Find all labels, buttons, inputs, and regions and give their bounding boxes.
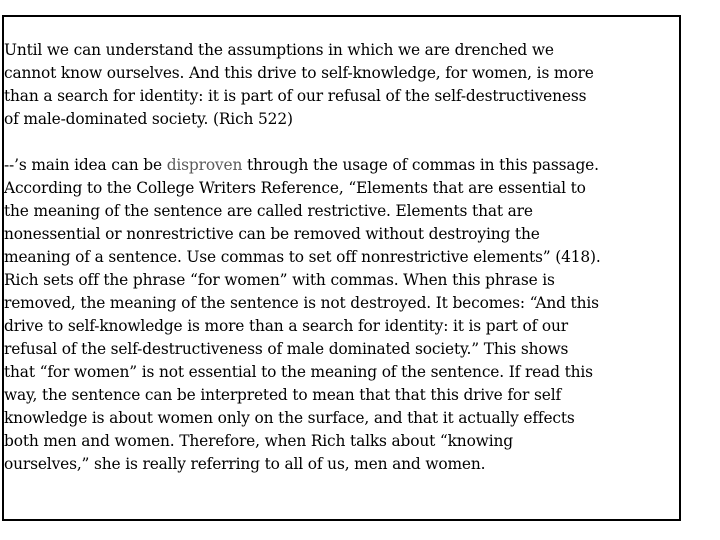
analysis-line-prefix: --’s main idea can be [4, 156, 167, 174]
quote-paragraph [4, 39, 679, 131]
quote-line: Until we can understand the assumptions in which we are drenched we [4, 41, 554, 59]
document-body [4, 39, 679, 476]
quote-line: of male-dominated society. (Rich 522) [4, 110, 293, 128]
analysis-line: According to the College Writers Reference, “Elements that are essential to [4, 179, 586, 197]
analysis-paragraph [4, 154, 679, 476]
analysis-line: refusal of the self-destructiveness of male dominated society.” This shows [4, 340, 569, 358]
analysis-line: drive to self-knowledge is more than a search for identity: it is part of our [4, 317, 568, 335]
quote-line: cannot know ourselves. And this drive to self-knowledge, for women, is more [4, 64, 594, 82]
analysis-line: meaning of a sentence. Use commas to set off nonrestrictive elements” (418). [4, 248, 601, 266]
analysis-line: Rich sets off the phrase “for women” with commas. When this phrase is [4, 271, 555, 289]
analysis-line: the meaning of the sentence are called restrictive. Elements that are [4, 202, 533, 220]
analysis-line: removed, the meaning of the sentence is not destroyed. It becomes: “And this [4, 294, 599, 312]
analysis-line-suffix: through the usage of commas in this passage. [242, 156, 599, 174]
analysis-line: ourselves,” she is really referring to all of us, men and women. [4, 455, 486, 473]
analysis-line: that “for women” is not essential to the meaning of the sentence. If read this [4, 363, 593, 381]
quote-line: than a search for identity: it is part of our refusal of the self-destructiveness [4, 87, 587, 105]
analysis-first-line [4, 154, 679, 177]
analysis-line: nonessential or nonrestrictive can be removed without destroying the [4, 225, 540, 243]
highlighted-word: disproven [166, 156, 243, 174]
analysis-line: both men and women. Therefore, when Rich talks about “knowing [4, 432, 513, 450]
analysis-line: way, the sentence can be interpreted to mean that that this drive for self [4, 386, 562, 404]
analysis-line: knowledge is about women only on the surface, and that it actually effects [4, 409, 575, 427]
